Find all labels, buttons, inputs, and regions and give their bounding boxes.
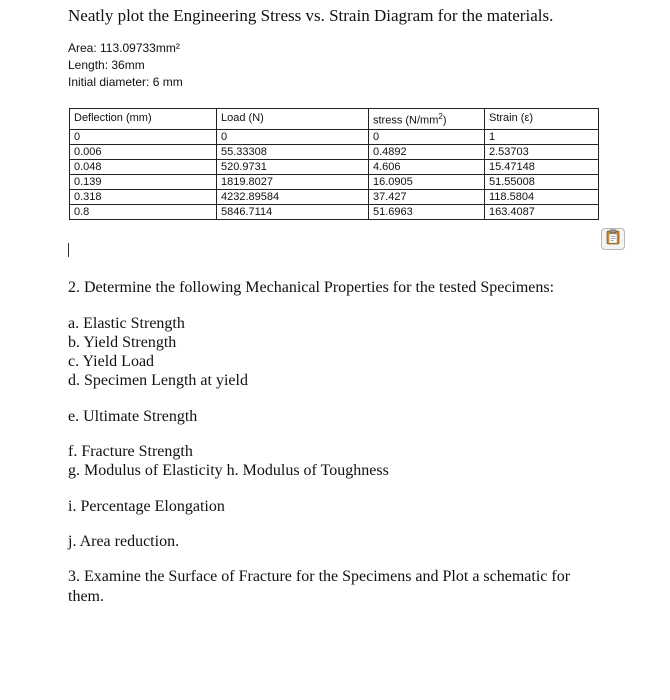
header-stress: stress $(N/mm^2)$ (369, 109, 485, 130)
item-g-h: g. Modulus of Elasticity h. Modulus of Toughness (68, 462, 389, 479)
cell-strain: 1 (485, 129, 599, 144)
cell-load: 5846.7114 (217, 204, 369, 219)
cell-load: 0 (217, 129, 369, 144)
header-strain: Strain (ε) (485, 109, 599, 130)
table-row (70, 189, 599, 204)
item-b: b. Yield Strength (68, 334, 177, 351)
table-row (70, 159, 599, 174)
table-row (70, 129, 599, 144)
cell-load: 4232.89584 (217, 189, 369, 204)
cell-stress: 4.606 (369, 159, 485, 174)
cell-strain: 51.55008 (485, 174, 599, 189)
cell-strain: 118.5804 (485, 189, 599, 204)
question-2-heading: 2. Determine the following Mechanical Properties for the tested Specimens: (68, 279, 555, 296)
cell-load: 1819.8027 (217, 174, 369, 189)
diameter-text: Initial diameter: 6 mm (68, 75, 183, 89)
cell-stress: 0.4892 (369, 144, 485, 159)
table-row (70, 174, 599, 189)
item-i: i. Percentage Elongation (68, 498, 225, 515)
header-load: Load (N) (217, 109, 369, 130)
cell-deflection: 0.139 (70, 174, 217, 189)
text-cursor (68, 243, 69, 257)
clipboard-paste-icon (606, 229, 620, 250)
header-deflection: Deflection (mm) (70, 109, 217, 130)
cell-load: 55.33308 (217, 144, 369, 159)
length-text: Length: 36mm (68, 58, 145, 72)
cell-deflection: 0.318 (70, 189, 217, 204)
paste-options-button[interactable] (601, 228, 625, 250)
question-3: 3. Examine the Surface of Fracture for the Specimens and Plot a schematic for them. (68, 568, 571, 605)
item-f: f. Fracture Strength (68, 443, 193, 460)
cell-deflection: 0.048 (70, 159, 217, 174)
cell-load: 520.9731 (217, 159, 369, 174)
cell-deflection: 0.8 (70, 204, 217, 219)
cell-stress: 16.0905 (369, 174, 485, 189)
item-j: j. Area reduction. (68, 533, 180, 550)
area-text: Area: 113.09733mm² (68, 41, 180, 55)
table-row (70, 144, 599, 159)
item-a: a. Elastic Strength (68, 315, 185, 332)
cell-deflection: 0 (70, 129, 217, 144)
data-table (69, 108, 599, 220)
cell-stress: 51.6963 (369, 204, 485, 219)
table-header-row (70, 109, 599, 130)
cell-strain: 2.53703 (485, 144, 599, 159)
item-c: c. Yield Load (68, 353, 155, 370)
cell-strain: 15.47148 (485, 159, 599, 174)
page-title: Neatly plot the Engineering Stress vs. Strain Diagram for the materials. (68, 6, 554, 25)
specimen-info (68, 40, 183, 91)
cell-deflection: 0.006 (70, 144, 217, 159)
cell-strain: 163.4087 (485, 204, 599, 219)
table-row (70, 204, 599, 219)
cell-stress: 37.427 (369, 189, 485, 204)
item-d: d. Specimen Length at yield (68, 372, 248, 389)
cell-stress: 0 (369, 129, 485, 144)
item-e: e. Ultimate Strength (68, 408, 198, 425)
